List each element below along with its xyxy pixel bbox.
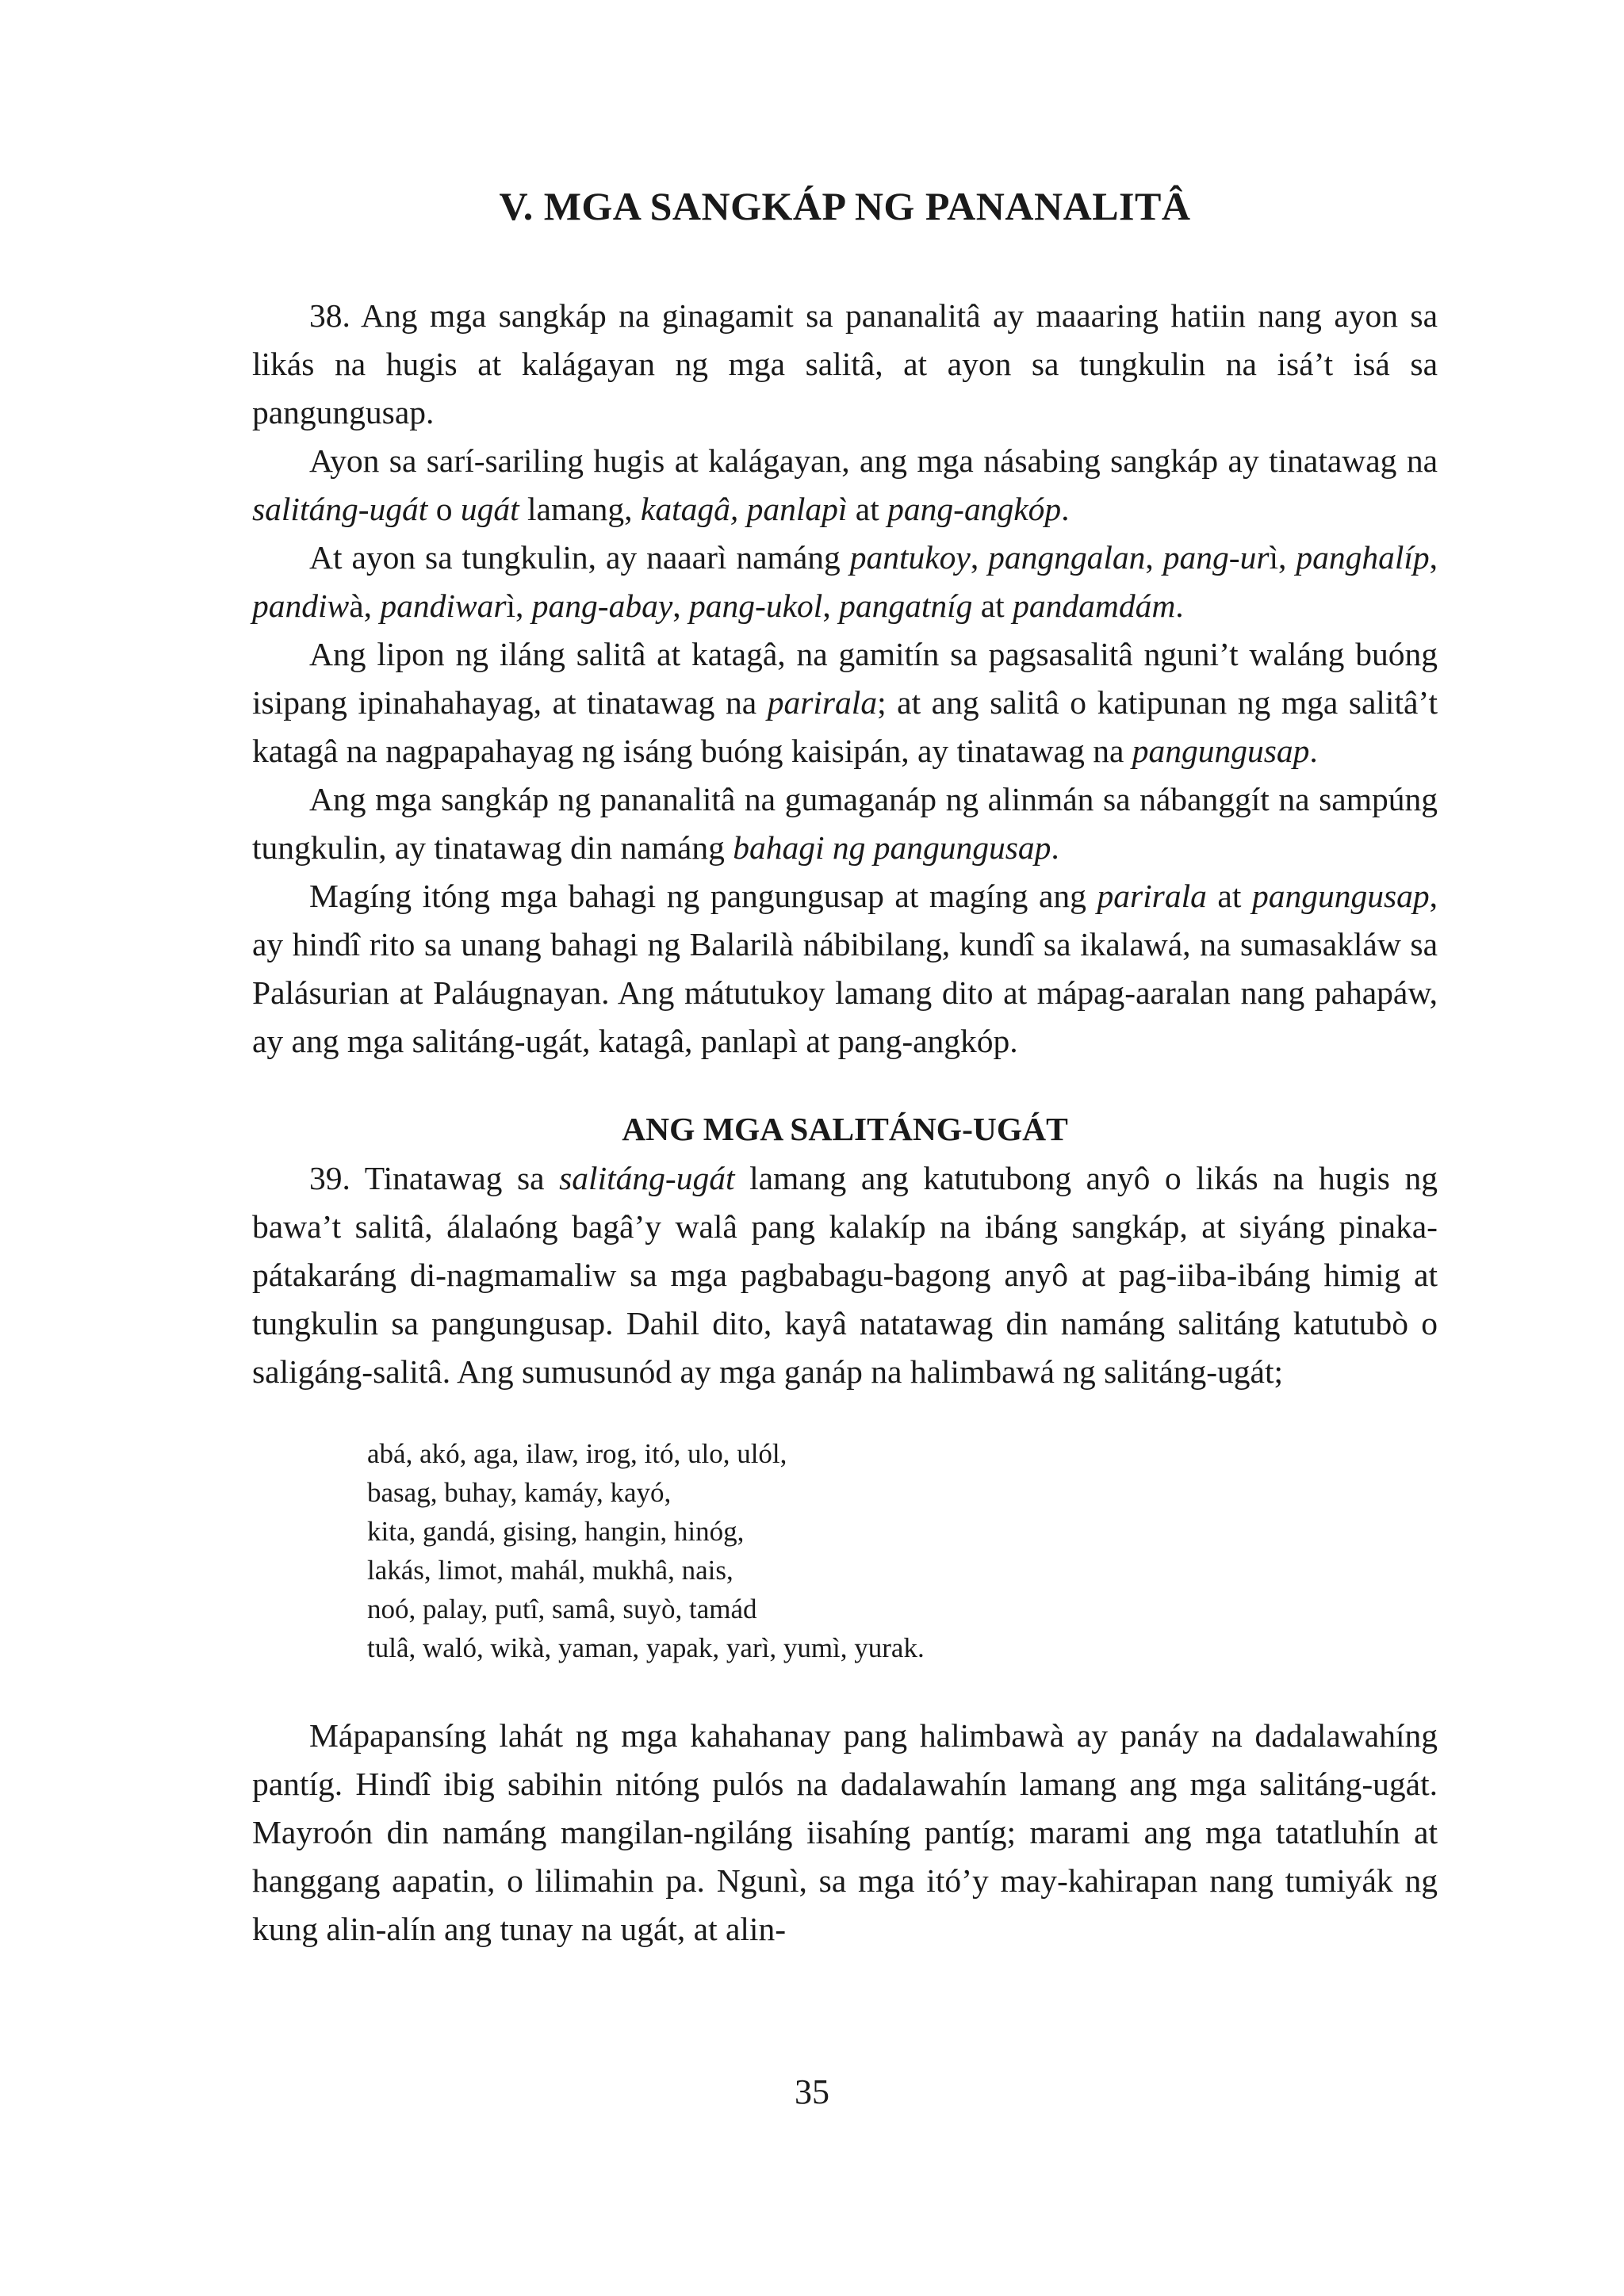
examples-list	[367, 1434, 1438, 1667]
example-line: abá, akó, aga, ilaw, irog, itó, ulo, ulól,	[367, 1438, 787, 1469]
example-line: kita, gandá, gising, hangin, hinóg,	[367, 1516, 745, 1547]
section-subheading: ANG MGA SALITÁNG-UGÁT	[622, 1111, 1068, 1147]
example-line: lakás, limot, mahál, mukhâ, nais,	[367, 1555, 733, 1586]
book-page	[252, 182, 1438, 1954]
page-number: 35	[795, 2072, 829, 2111]
paragraph-38-balarila: Magíng itóng mga bahagi ng pangungusap at magíng ang parirala at pangungusap, ay hindî rito sa unang bahagi ng Balarilà nábibilang, kundî sa ikalawá, na sumasakláw sa Palásurian at Paláugnayan. Ang mátutukoy lamang dito at mápag-aaralan nang pahapáw, ay ang mga salitáng-ugát, katagâ, panlapì at pang-angkóp.	[252, 878, 1438, 1059]
paragraph-38-tungkulin: At ayon sa tungkulin, ay naaarì namáng pantukoy, pangngalan, pang-urì, panghalíp, pandiwà, pandiwarì, pang-abay, pang-ukol, pangatníg at pandamdám.	[252, 539, 1438, 624]
paragraph-38-hugis: Ayon sa sarí-sariling hugis at kalágayan, ang mga násabing sangkáp ay tinatawag na salitáng-ugát o ugát lamang, katagâ, panlapì at pang-angkóp.	[252, 442, 1438, 527]
paragraph-38-bahagi: Ang mga sangkáp ng pananalitâ na gumaganáp ng alinmán sa nábanggít na sampúng tungkulin, ay tinatawag din namáng bahagi ng pangungusap.	[252, 781, 1438, 866]
example-line: basag, buhay, kamáy, kayó,	[367, 1477, 672, 1508]
example-line: tulâ, waló, wikà, yaman, yapak, yarì, yumì, yurak.	[367, 1632, 925, 1663]
paragraph-38-intro: 38. Ang mga sangkáp na ginagamit sa pananalitâ ay maaaring hatiin nang ayon sa likás na hugis at kalágayan ng mga salitâ, at ayon sa tungkulin na isá’t isá sa pangungusap.	[252, 297, 1438, 430]
paragraph-39-pantig: Mápapansíng lahát ng mga kahahanay pang halimbawà ay panáy na dadalawahíng pantíg. Hindî ibig sabihin nitóng pulós na dadalawahín lamang ang mga salitáng-ugát. Mayroón din namáng mangilan-ngiláng iisahíng pantíg; marami ang mga tatatluhín at hanggang aapatin, o lilimahin pa. Ngunì, sa mga itó’y may-kahirapan nang tumiyák ng kung alin-alín ang tunay na ugát, at alin-	[252, 1717, 1438, 1947]
paragraph-39-intro: 39. Tinatawag sa salitáng-ugát lamang ang katutubong anyô o likás na hugis ng bawa’t salitâ, álalaóng bagâ’y walâ pang kalakíp na ibáng sangkáp, at siyáng pinaka-pátakaráng di-nagmamaliw sa mga pagbabagu-bagong anyô at pag-iiba-ibáng himig at tungkulin sa pangungusap. Dahil dito, kayâ natatawag din namáng salitáng katutubò o saligáng-salitâ. Ang sumusunód ay mga ganáp na halimbawá ng salitáng-ugát;	[252, 1160, 1438, 1390]
paragraph-38-parirala: Ang lipon ng iláng salitâ at katagâ, na gamitín sa pagsasalitâ nguni’t waláng buóng isipang ipinahahayag, at tinatawag na parirala; at ang salitâ o katipunan ng mga salitâ’t katagâ na nagpapahayag ng isáng buóng kaisipán, ay tinatawag na pangungusap.	[252, 636, 1438, 769]
example-line: noó, palay, putî, samâ, suyò, tamád	[367, 1594, 757, 1624]
chapter-heading: V. MGA SANGKÁP NG PANANALITÂ	[499, 184, 1191, 228]
